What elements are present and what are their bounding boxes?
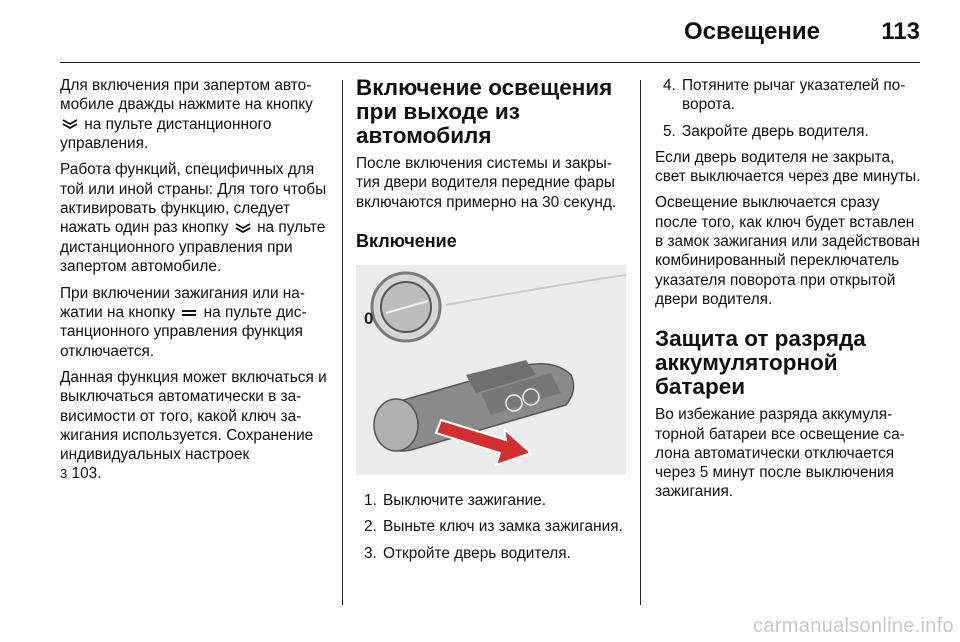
step-text: Откройте дверь водителя.: [383, 544, 571, 562]
step-text: Потяните рычаг указателей поворота.: [682, 77, 906, 114]
section-intro: После включения системы и закрытия двери водителя передние фары включаются примерно на 30 секунд.: [356, 155, 617, 211]
column-3: [655, 76, 925, 509]
steps-list-part-2: [655, 76, 925, 141]
column-2: [356, 76, 626, 570]
paragraph-text: Работа функций, специфичных для той или иной страны: Для того чтобы активировать функцию, следует нажать один раз кнопку: [60, 161, 327, 237]
paragraph-text: Данная функция может включаться и выключаться автоматически в зависимости от того, какой ключ зажигания используется. Сохранение индивидуальных настроек: [60, 369, 327, 464]
paragraph-battery: Во избежание разряда аккумуляторной батареи все освещение салона автоматически отключается через 5 минут после выключения зажигания.: [655, 406, 905, 501]
paragraph-text: При включении зажигания или нажатии на кнопку: [60, 284, 306, 321]
step-text: Выключите зажигание.: [383, 492, 547, 510]
reference-arrow-icon: 3: [60, 466, 68, 482]
list-item: [655, 122, 925, 141]
paragraph-double-press: [60, 76, 330, 153]
step-number: 1.: [364, 492, 377, 510]
page-reference-link[interactable]: 103.: [71, 465, 102, 483]
step-number: 4.: [663, 77, 676, 94]
steps-list-part-1: [356, 491, 626, 563]
section-heading-exit-lighting: Включение освещения при выходе из автомобиля: [356, 75, 613, 148]
step-number: 3.: [364, 544, 377, 562]
double-bar-icon: [181, 303, 197, 322]
paragraph-text: на пульте дистанционного управления функция отключается.: [60, 303, 307, 360]
list-item: [356, 517, 626, 536]
paragraph-deactivation: [60, 284, 330, 361]
paragraph-light-off: Освещение выключается сразу после того, как ключ будет вставлен в замок зажигания или задействован комбинированный переключатель указателя поворота при открытой двери водителя.: [655, 194, 920, 308]
section-heading-battery-protection: Защита от разряда аккумуляторной батареи: [655, 326, 866, 400]
paragraph-personalisation: [60, 368, 330, 484]
page-number: 113: [881, 18, 920, 45]
paragraph-door-open: Если дверь водителя не закрыта, свет выключается через две минуты.: [655, 148, 921, 186]
list-item: [356, 491, 626, 510]
step-text: Выньте ключ из замка зажигания.: [383, 518, 623, 536]
double-chevron-icon: [235, 219, 251, 238]
header-rule: [60, 62, 920, 63]
column-divider-right: [640, 80, 641, 605]
paragraph-text: на пульте дистанционного управления при запертом автомобиле.: [60, 219, 326, 276]
column-divider-left: [342, 80, 343, 605]
turn-signal-lever-illustration: [356, 265, 626, 475]
ignition-off-label: 0: [364, 309, 374, 329]
subheading-activation: Включение: [356, 230, 457, 251]
step-number: 2.: [364, 518, 377, 536]
watermark: carmanualsonline.info: [753, 615, 954, 637]
list-item: [356, 544, 626, 563]
paragraph-text: на пульте дистанционного управления.: [60, 115, 272, 153]
paragraph-text: Для включения при запертом автомобиле дважды нажмите на кнопку: [60, 77, 313, 114]
list-item: [655, 76, 925, 115]
page-header-title: Освещение: [684, 18, 820, 45]
step-number: 5.: [663, 122, 676, 140]
column-1: [60, 76, 330, 491]
step-text: Закройте дверь водителя.: [682, 122, 869, 140]
paragraph-country-specific: [60, 160, 330, 276]
double-chevron-icon: [62, 115, 78, 134]
